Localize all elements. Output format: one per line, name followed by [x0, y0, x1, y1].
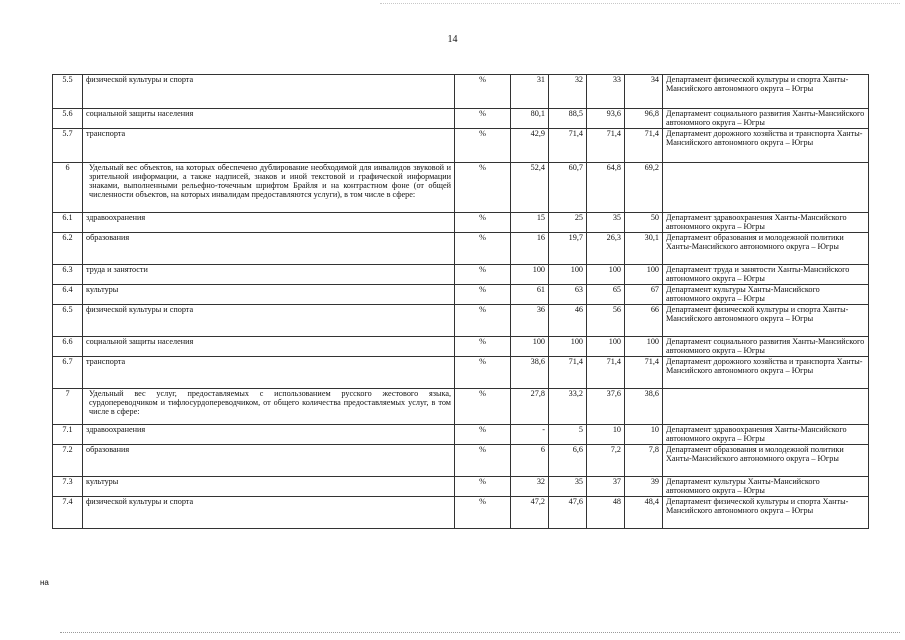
value-2: 25	[549, 213, 587, 233]
value-1: 32	[511, 477, 549, 497]
unit-cell: %	[455, 163, 511, 213]
row-number: 5.7	[53, 129, 83, 163]
value-1: 38,6	[511, 357, 549, 389]
indicator-name: Удельный вес объектов, на которых обеспечено дублирование необходимой для инвалидов звуковой и зрительной информации, а также надписей, знаков и иной текстовой и графической информации знаками, выполненными рельефно-точечным шрифтом Брайля и на контрастном фоне (от общей численности объектов, на которых инвалидам предоставляются услуги), в том числе в сфере:	[83, 163, 455, 213]
value-4: 96,8	[625, 109, 663, 129]
row-number: 7.3	[53, 477, 83, 497]
row-number: 6.1	[53, 213, 83, 233]
value-2: 63	[549, 285, 587, 305]
row-number: 6.2	[53, 233, 83, 265]
value-3: 64,8	[587, 163, 625, 213]
row-number: 7.4	[53, 497, 83, 529]
value-2: 100	[549, 337, 587, 357]
value-3: 37	[587, 477, 625, 497]
unit-cell: %	[455, 305, 511, 337]
scan-edge-top	[380, 3, 900, 4]
table-row	[53, 389, 869, 425]
value-1: 16	[511, 233, 549, 265]
unit-cell: %	[455, 337, 511, 357]
scan-edge-bottom	[60, 632, 900, 633]
value-4: 39	[625, 477, 663, 497]
row-number: 7.2	[53, 445, 83, 477]
value-2: 32	[549, 75, 587, 109]
responsible-department: Департамент дорожного хозяйства и транспорта Ханты-Мансийского автономного округа – Югры	[663, 357, 869, 389]
value-3: 10	[587, 425, 625, 445]
responsible-department: Департамент физической культуры и спорта Ханты-Мансийского автономного округа – Югры	[663, 497, 869, 529]
value-3: 26,3	[587, 233, 625, 265]
responsible-department	[663, 163, 869, 213]
table-row	[53, 497, 869, 529]
value-1: 6	[511, 445, 549, 477]
value-1: 27,8	[511, 389, 549, 425]
value-1: 36	[511, 305, 549, 337]
unit-cell: %	[455, 285, 511, 305]
value-3: 56	[587, 305, 625, 337]
value-2: 100	[549, 265, 587, 285]
unit-cell: %	[455, 213, 511, 233]
value-1: 31	[511, 75, 549, 109]
indicator-name: физической культуры и спорта	[83, 497, 455, 529]
table-row	[53, 109, 869, 129]
indicator-name: физической культуры и спорта	[83, 75, 455, 109]
value-1: 47,2	[511, 497, 549, 529]
row-number: 7	[53, 389, 83, 425]
indicator-name: труда и занятости	[83, 265, 455, 285]
indicator-name: социальной защиты населения	[83, 337, 455, 357]
value-4: 30,1	[625, 233, 663, 265]
value-3: 35	[587, 213, 625, 233]
value-3: 71,4	[587, 357, 625, 389]
unit-cell: %	[455, 445, 511, 477]
indicator-name: образования	[83, 445, 455, 477]
value-3: 100	[587, 265, 625, 285]
value-2: 35	[549, 477, 587, 497]
unit-cell: %	[455, 75, 511, 109]
indicator-name: культуры	[83, 285, 455, 305]
value-2: 47,6	[549, 497, 587, 529]
value-4: 7,8	[625, 445, 663, 477]
table-row	[53, 163, 869, 213]
value-4: 69,2	[625, 163, 663, 213]
value-2: 88,5	[549, 109, 587, 129]
value-4: 71,4	[625, 357, 663, 389]
responsible-department: Департамент труда и занятости Ханты-Мансийского автономного округа – Югры	[663, 265, 869, 285]
responsible-department: Департамент социального развития Ханты-Мансийского автономного округа – Югры	[663, 109, 869, 129]
value-4: 48,4	[625, 497, 663, 529]
value-3: 7,2	[587, 445, 625, 477]
value-4: 66	[625, 305, 663, 337]
indicator-name: транспорта	[83, 129, 455, 163]
value-2: 6,6	[549, 445, 587, 477]
table-row	[53, 305, 869, 337]
responsible-department: Департамент культуры Ханты-Мансийского автономного округа – Югры	[663, 477, 869, 497]
value-1: 80,1	[511, 109, 549, 129]
table-row	[53, 477, 869, 497]
value-4: 50	[625, 213, 663, 233]
unit-cell: %	[455, 357, 511, 389]
value-1: 100	[511, 265, 549, 285]
indicators-table	[52, 74, 869, 529]
value-4: 100	[625, 337, 663, 357]
value-2: 60,7	[549, 163, 587, 213]
value-4: 67	[625, 285, 663, 305]
value-1: 15	[511, 213, 549, 233]
responsible-department: Департамент культуры Ханты-Мансийского автономного округа – Югры	[663, 285, 869, 305]
footer-text: на	[40, 578, 49, 587]
value-3: 93,6	[587, 109, 625, 129]
table-row	[53, 233, 869, 265]
value-2: 5	[549, 425, 587, 445]
value-1: 42,9	[511, 129, 549, 163]
value-1: 100	[511, 337, 549, 357]
responsible-department: Департамент дорожного хозяйства и транспорта Ханты-Мансийского автономного округа – Югры	[663, 129, 869, 163]
responsible-department	[663, 389, 869, 425]
value-3: 71,4	[587, 129, 625, 163]
value-4: 100	[625, 265, 663, 285]
unit-cell: %	[455, 425, 511, 445]
indicator-name: здравоохранения	[83, 425, 455, 445]
table-row	[53, 425, 869, 445]
row-number: 6.7	[53, 357, 83, 389]
value-1: 61	[511, 285, 549, 305]
value-2: 19,7	[549, 233, 587, 265]
table-row	[53, 213, 869, 233]
responsible-department: Департамент социального развития Ханты-Мансийского автономного округа – Югры	[663, 337, 869, 357]
indicator-name: образования	[83, 233, 455, 265]
table-row	[53, 265, 869, 285]
table-row	[53, 445, 869, 477]
value-4: 71,4	[625, 129, 663, 163]
indicator-name: социальной защиты населения	[83, 109, 455, 129]
table-row	[53, 337, 869, 357]
value-2: 33,2	[549, 389, 587, 425]
indicator-name: физической культуры и спорта	[83, 305, 455, 337]
value-3: 65	[587, 285, 625, 305]
value-4: 38,6	[625, 389, 663, 425]
value-1: 52,4	[511, 163, 549, 213]
table-row	[53, 285, 869, 305]
table-row	[53, 357, 869, 389]
value-2: 46	[549, 305, 587, 337]
responsible-department: Департамент физической культуры и спорта Ханты-Мансийского автономного округа – Югры	[663, 305, 869, 337]
unit-cell: %	[455, 497, 511, 529]
table-row	[53, 75, 869, 109]
value-3: 33	[587, 75, 625, 109]
value-4: 10	[625, 425, 663, 445]
value-3: 100	[587, 337, 625, 357]
row-number: 6.5	[53, 305, 83, 337]
indicator-name: транспорта	[83, 357, 455, 389]
row-number: 6.3	[53, 265, 83, 285]
value-2: 71,4	[549, 129, 587, 163]
table-row	[53, 129, 869, 163]
value-4: 34	[625, 75, 663, 109]
responsible-department: Департамент образования и молодежной политики Ханты-Мансийского автономного округа – Югры	[663, 445, 869, 477]
row-number: 6.4	[53, 285, 83, 305]
page-number: 14	[447, 34, 458, 45]
responsible-department: Департамент физической культуры и спорта Ханты-Мансийского автономного округа – Югры	[663, 75, 869, 109]
unit-cell: %	[455, 109, 511, 129]
unit-cell: %	[455, 265, 511, 285]
value-3: 37,6	[587, 389, 625, 425]
indicator-name: здравоохранения	[83, 213, 455, 233]
unit-cell: %	[455, 389, 511, 425]
unit-cell: %	[455, 129, 511, 163]
row-number: 5.5	[53, 75, 83, 109]
responsible-department: Департамент здравоохранения Ханты-Мансийского автономного округа – Югры	[663, 425, 869, 445]
row-number: 7.1	[53, 425, 83, 445]
value-2: 71,4	[549, 357, 587, 389]
indicator-name: Удельный вес услуг, предоставляемых с использованием русского жестового языка, сурдопереводчиком и тифлосурдопереводчиком, от общего количества предоставляемых услуг, в том числе в сфере:	[83, 389, 455, 425]
row-number: 6	[53, 163, 83, 213]
table-body	[53, 75, 869, 529]
unit-cell: %	[455, 477, 511, 497]
value-3: 48	[587, 497, 625, 529]
value-1: -	[511, 425, 549, 445]
responsible-department: Департамент здравоохранения Ханты-Мансийского автономного округа – Югры	[663, 213, 869, 233]
unit-cell: %	[455, 233, 511, 265]
responsible-department: Департамент образования и молодежной политики Ханты-Мансийского автономного округа – Югры	[663, 233, 869, 265]
row-number: 5.6	[53, 109, 83, 129]
row-number: 6.6	[53, 337, 83, 357]
indicator-name: культуры	[83, 477, 455, 497]
